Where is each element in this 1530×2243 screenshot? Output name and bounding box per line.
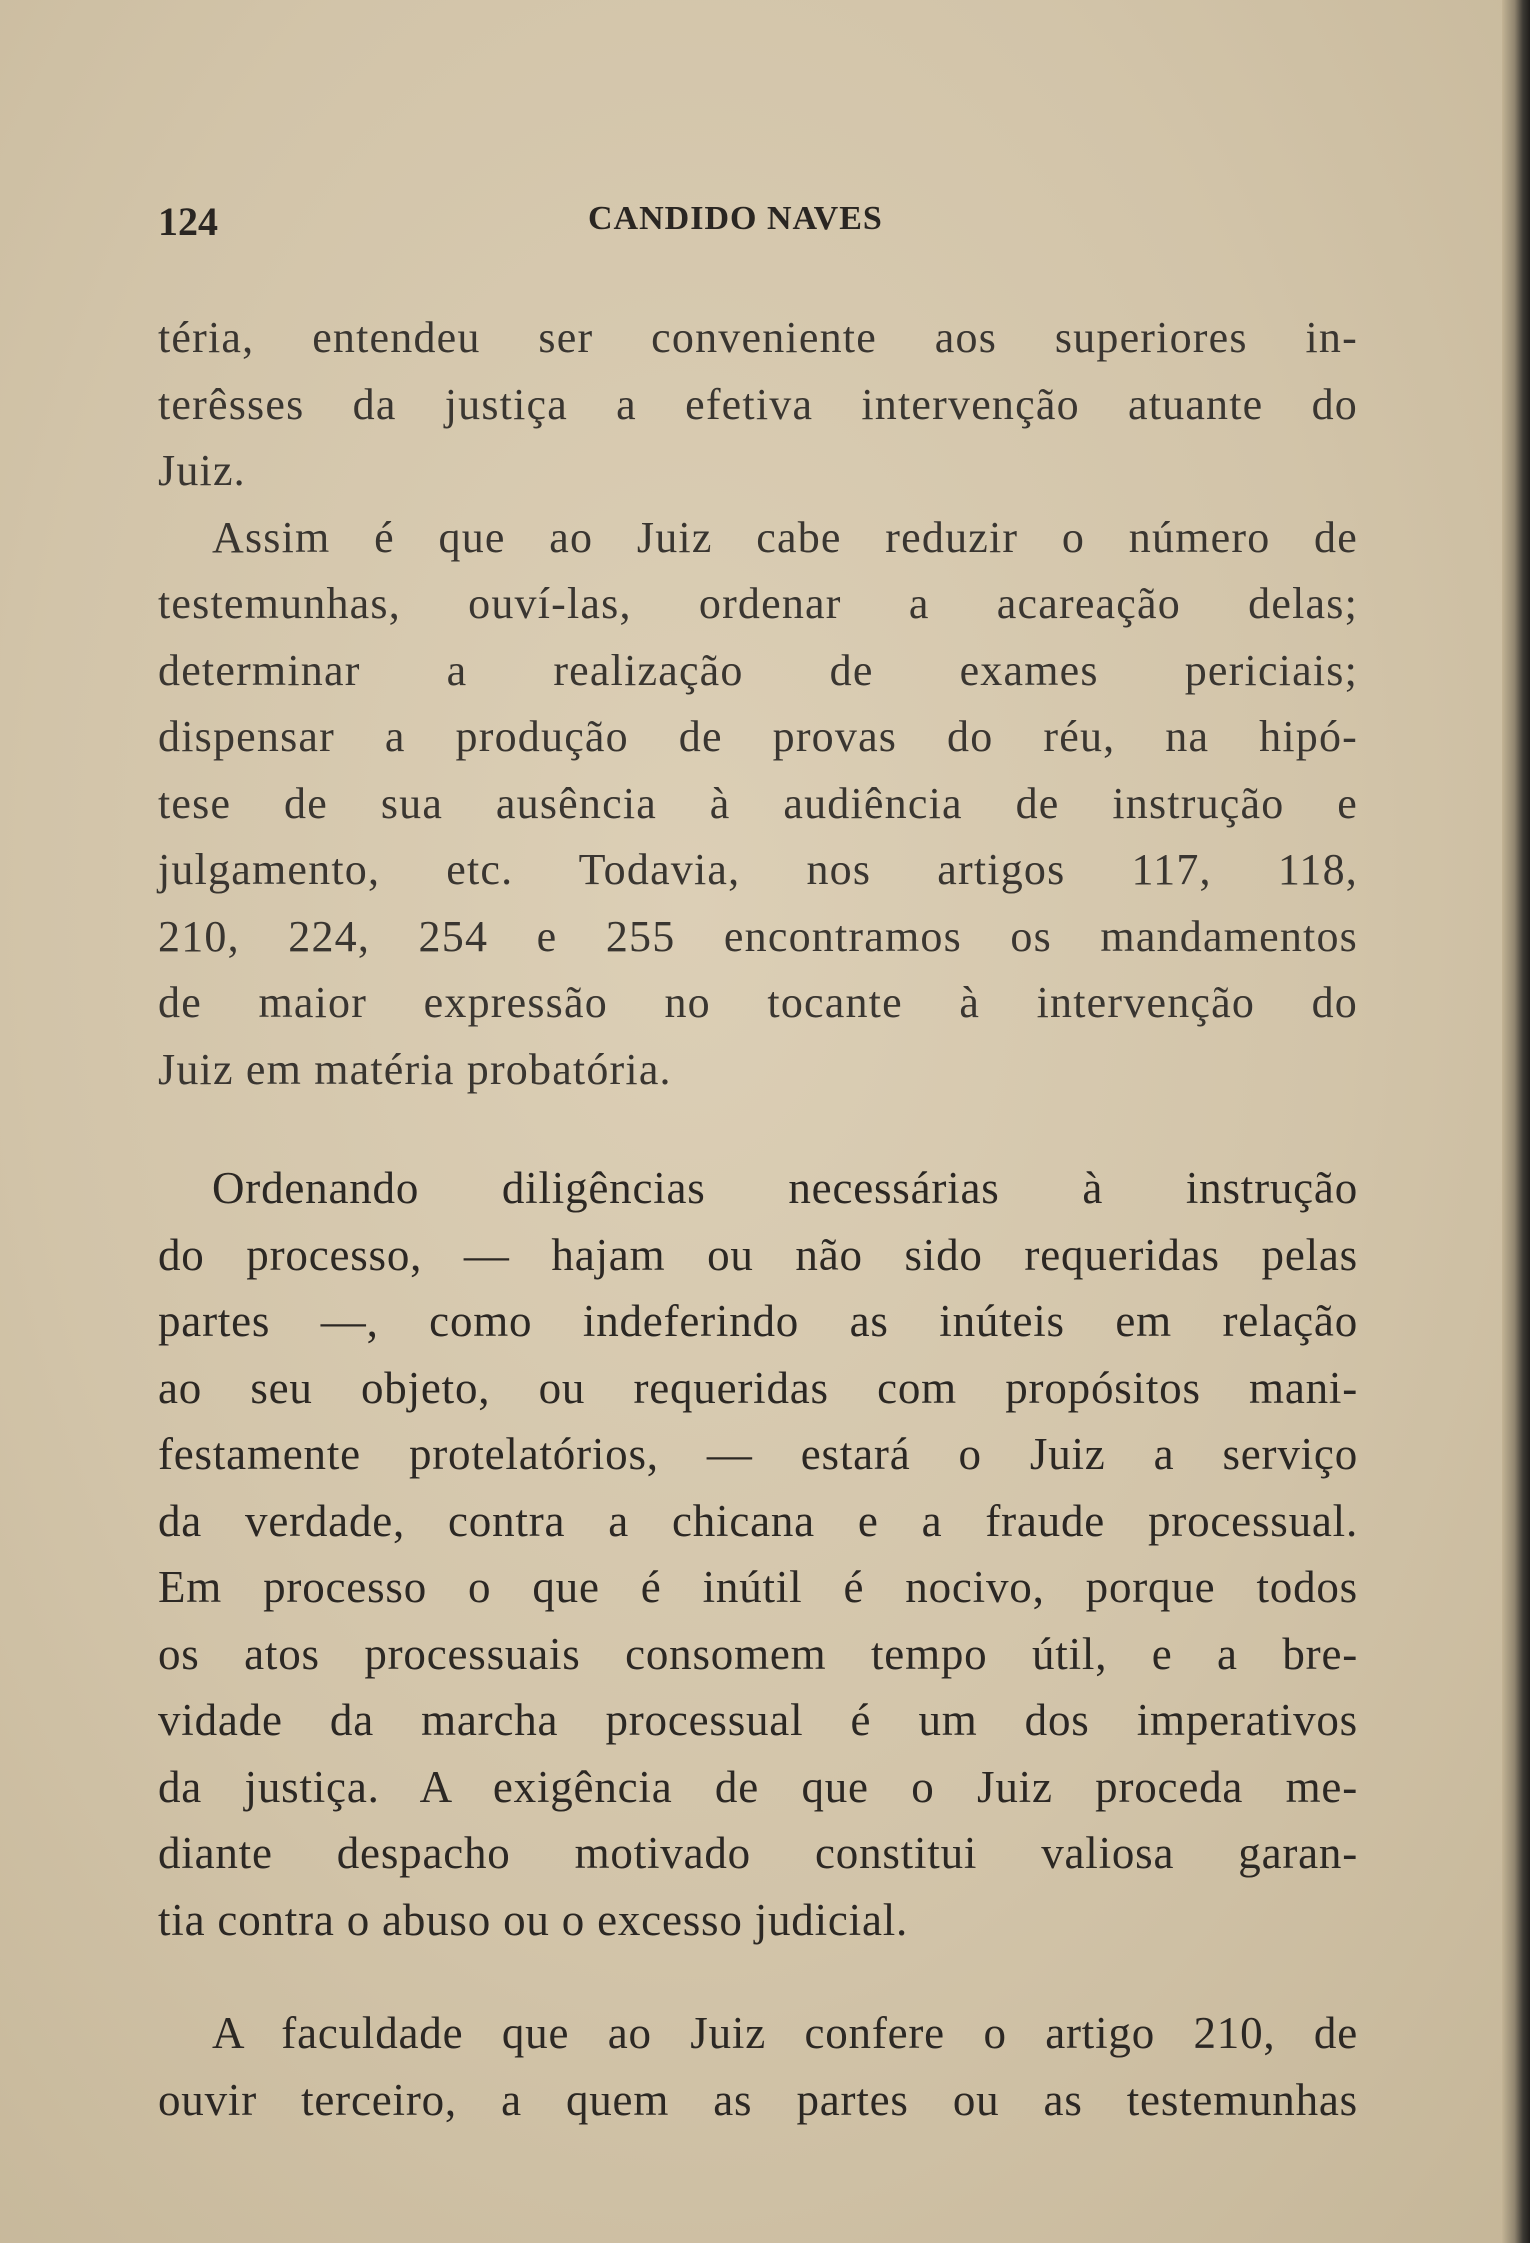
text-line: Juiz. <box>158 446 246 495</box>
text-line: da verdade, contra a chicana e a fraude processual. <box>158 1495 1358 1546</box>
paragraph-2 <box>158 1155 1358 1953</box>
text-line: julgamento, etc. Todavia, nos artigos 117, 118, <box>158 845 1358 894</box>
text-line: 210, 224, 254 e 255 encontramos os mandamentos <box>158 911 1358 961</box>
text-line: vidade da marcha processual é um dos imperativos <box>158 1695 1358 1745</box>
text-line: dispensar a produção de provas do réu, na hipó- <box>158 712 1358 761</box>
text-line: partes —, como indeferindo as inúteis em relação <box>158 1296 1358 1346</box>
text-line: tese de sua ausência à audiência de instrução e <box>158 778 1358 828</box>
text-line: da justiça. A exigência de que o Juiz proceda me- <box>158 1761 1358 1812</box>
text-line: do processo, — hajam ou não sido requeridas pelas <box>158 1229 1358 1280</box>
text-line: terêsses da justiça a efetiva intervenção atuante do <box>158 379 1358 429</box>
text-line: os atos processuais consomem tempo útil, e a bre- <box>158 1628 1358 1679</box>
text-line: téria, entendeu ser conveniente aos superiores in- <box>158 313 1358 362</box>
text-line: tia contra o abuso ou o excesso judicial. <box>158 1894 909 1945</box>
text-line: Assim é que ao Juiz cabe reduzir o número de <box>212 512 1358 562</box>
text-line: Juiz em matéria probatória. <box>158 1044 672 1094</box>
text-line: ao seu objeto, ou requeridas com propósitos mani- <box>158 1362 1358 1413</box>
text-line: de maior expressão no tocante à intervenção do <box>158 978 1358 1027</box>
text-line: diante despacho motivado constitui valiosa garan- <box>158 1828 1358 1878</box>
page-number: 124 <box>158 199 218 244</box>
text-line: ouvir terceiro, a quem as partes ou as testemunhas <box>158 2074 1358 2125</box>
text-line: Ordenando diligências necessárias à instrução <box>212 1163 1358 1213</box>
running-title: CANDIDO NAVES <box>588 200 883 237</box>
text-line: Em processo o que é inútil é nocivo, porque todos <box>158 1562 1358 1612</box>
text-line: testemunhas, ouví-las, ordenar a acareação delas; <box>158 579 1358 628</box>
text-line: festamente protelatórios, — estará o Juiz a serviço <box>158 1429 1358 1479</box>
running-head <box>158 198 1348 258</box>
paragraph-1 <box>158 305 1358 1103</box>
text-line: A faculdade que ao Juiz confere o artigo 210, de <box>212 2008 1358 2058</box>
page-edge-shadow <box>1502 0 1530 2243</box>
text-line: determinar a realização de exames periciais; <box>158 645 1358 695</box>
paragraph-3 <box>158 2000 1358 2133</box>
